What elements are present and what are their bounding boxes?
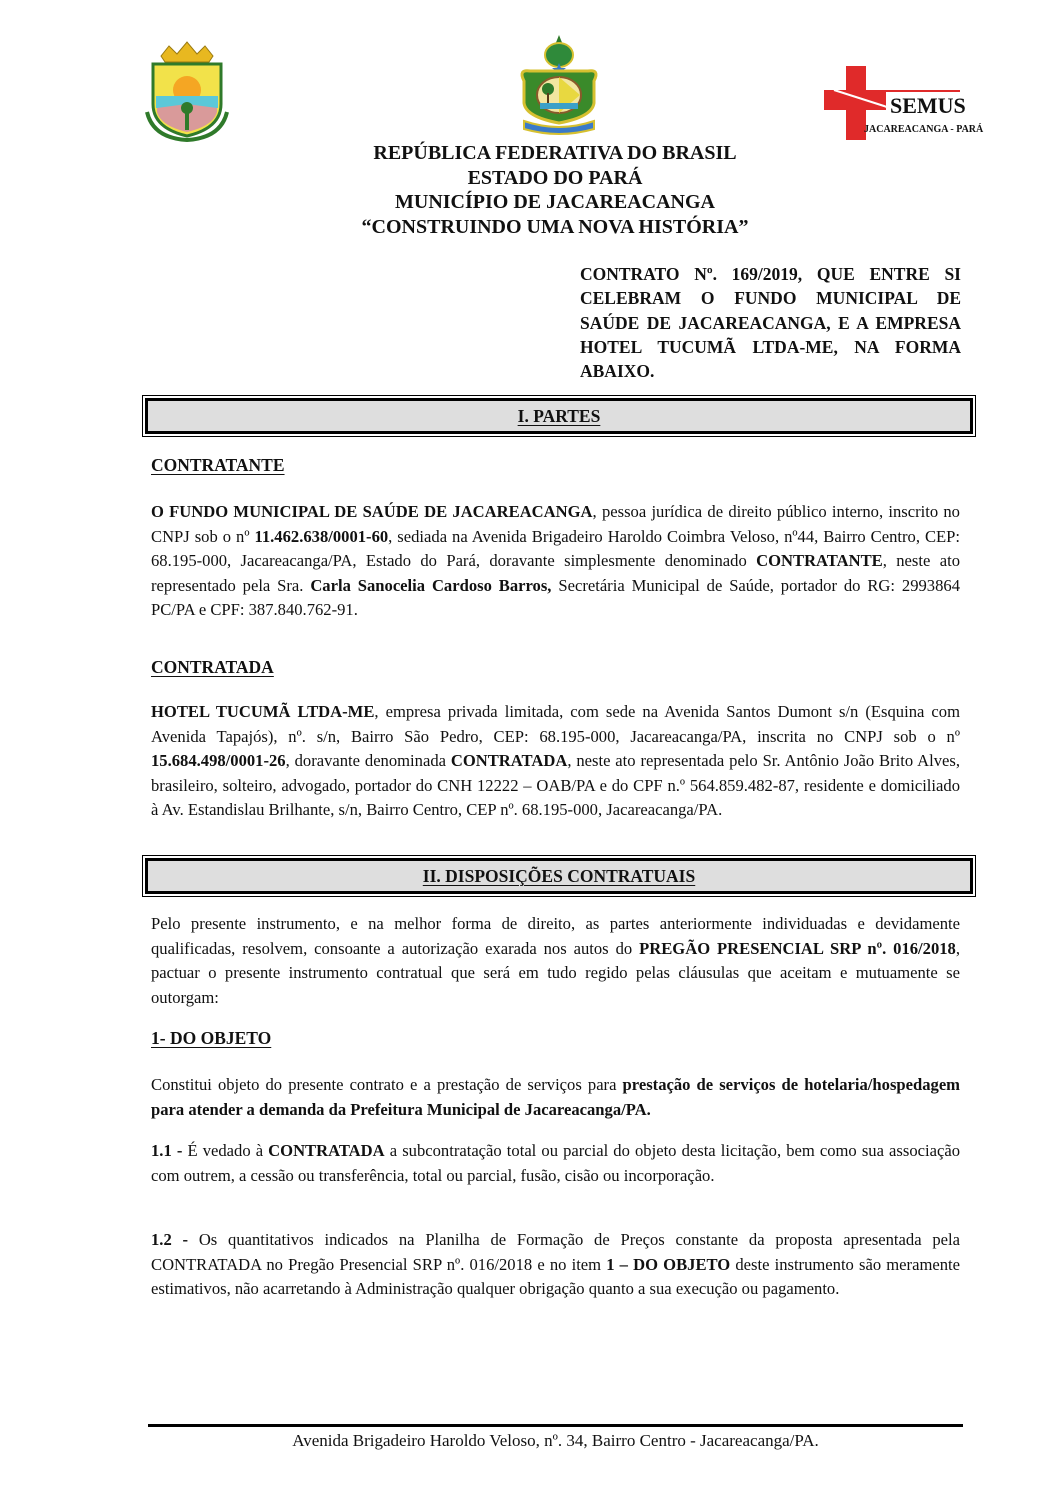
bold-text: 11.462.638/0001-60: [254, 526, 389, 546]
bold-text: Carla Sanocelia Cardoso Barros,: [310, 575, 552, 595]
contratada-heading: CONTRATADA: [151, 657, 274, 677]
header-country: REPÚBLICA FEDERATIVA DO BRASIL: [373, 142, 737, 164]
text-run: , neste ato representada pelo Sr. Antônio João Brito Alves, brasileiro, solteiro, advogado, portador do CNH 12222 – OAB/PA e do CPF n.º 564.859.482-87, residente e domiciliado à Av. Estandislau Brilhante, s/n, Bairro Centro, CEP nº. 68.195-000, Jacareacanga/PA.: [151, 751, 960, 820]
text-run: Constitui objeto do presente contrato e a prestação de serviços para: [151, 1075, 623, 1094]
text-run: a subcontratação total ou parcial do objeto desta licitação, bem como sua associação com outrem, a cessão ou transferência, total ou parcial, fusão, cisão ou incorporação.: [151, 1141, 960, 1185]
bold-text: 1.1 -: [151, 1141, 188, 1160]
municipal-coat-of-arms-logo: [143, 38, 231, 142]
text-run: É vedado à: [187, 1141, 269, 1160]
header-municipality: MUNICÍPIO DE JACAREACANGA: [395, 191, 715, 213]
para-state-coat-of-arms-logo: [514, 33, 604, 139]
bold-text: 1 – DO OBJETO: [606, 1254, 731, 1274]
section-header-partes: [145, 398, 973, 434]
objeto-heading: 1- DO OBJETO: [151, 1028, 272, 1048]
contratante-heading: CONTRATANTE: [151, 455, 285, 475]
contratada-paragraph: [151, 700, 960, 823]
section-title: II. DISPOSIÇÕES CONTRATUAIS: [422, 866, 696, 886]
bold-text: 1.2 -: [151, 1230, 199, 1249]
objeto-paragraph: [151, 1073, 960, 1122]
bold-text: 15.684.498/0001-26: [151, 751, 286, 771]
bold-text: PREGÃO PRESENCIAL SRP nº. 016/2018: [639, 938, 956, 958]
text-run: , neste ato representado pela Sra.: [151, 551, 960, 595]
text-run: , sediada na Avenida Brigadeiro Haroldo Coimbra Veloso, nº44, Bairro Centro, CEP: 68.195-000, Jacareacanga/PA, Estado do Pará, doravante simplesmente denominado: [151, 526, 961, 571]
bold-text: HOTEL TUCUMÃ LTDA-ME: [151, 702, 375, 721]
bold-text: CONTRATADA: [450, 751, 568, 771]
bold-text: CONTRATADA: [268, 1141, 385, 1160]
text-run: , pessoa jurídica de direito público interno, inscrito no CNPJ sob o nº: [151, 502, 960, 546]
document-header: [250, 141, 860, 239]
text-run: Secretária Municipal de Saúde, portador do RG: 2993864 PC/PA e CPF: 387.840.762-91.: [151, 575, 960, 620]
text-run: , doravante denominada: [285, 751, 451, 771]
footer-address: Avenida Brigadeiro Haroldo Veloso, nº. 34, Bairro Centro - Jacareacanga/PA.: [292, 1431, 819, 1450]
header-motto: “CONSTRUINDO UMA NOVA HISTÓRIA”: [361, 215, 749, 238]
text-run: Os quantitativos indicados na Planilha de Formação de Preços constante da proposta apresentada pela CONTRATADA no Pregão Presencial SRP nº. 016/2018 e no item: [151, 1230, 960, 1274]
bold-text: O FUNDO MUNICIPAL DE SAÚDE DE JACAREACANGA: [151, 502, 593, 521]
text-run: , pactuar o presente instrumento contratual que será em tudo regido pelas cláusulas que aceitam e mutuamente se outorgam:: [151, 938, 960, 1007]
contratante-paragraph: [151, 500, 960, 623]
semus-title: SEMUS: [890, 93, 966, 118]
footer-divider: [148, 1424, 963, 1427]
section-header-disposicoes: [145, 858, 973, 894]
text-run: deste instrumento são meramente estimativos, não acarretando à Administração qualquer obrigação quanto a sua execução ou pagamento.: [151, 1254, 960, 1299]
section-title: I. PARTES: [517, 406, 601, 426]
header-state: ESTADO DO PARÁ: [467, 166, 643, 189]
intro-paragraph: [151, 912, 960, 1010]
bold-text: prestação de serviços de hotelaria/hospedagem para atender a demanda da Prefeitura Municipal de Jacareacanga/PA.: [151, 1075, 961, 1119]
text-run: , empresa privada limitada, com sede na Avenida Santos Dumont s/n (Esquina com Avenida Tapajós), nº. s/n, Bairro São Pedro, CEP: 68.195-000, Jacareacanga/PA, inscrita no CNPJ sob o nº: [151, 702, 960, 746]
semus-logo: [824, 66, 984, 140]
bold-text: CONTRATANTE: [756, 551, 883, 571]
clause-1-2: [151, 1228, 960, 1302]
semus-subtitle: JACAREACANGA - PARÁ: [864, 124, 984, 135]
contract-title: CONTRATO Nº. 169/2019, QUE ENTRE SI CELEBRAM O FUNDO MUNICIPAL DE SAÚDE DE JACAREACANGA, E A EMPRESA HOTEL TUCUMÃ LTDA-ME, NA FORMA ABAIXO.: [580, 264, 961, 382]
clause-1-1: [151, 1139, 960, 1188]
text-run: Pelo presente instrumento, e na melhor forma de direito, as partes anteriormente individuadas e devidamente qualificadas, resolvem, consoante a autorização exarada nos autos do: [151, 914, 960, 958]
